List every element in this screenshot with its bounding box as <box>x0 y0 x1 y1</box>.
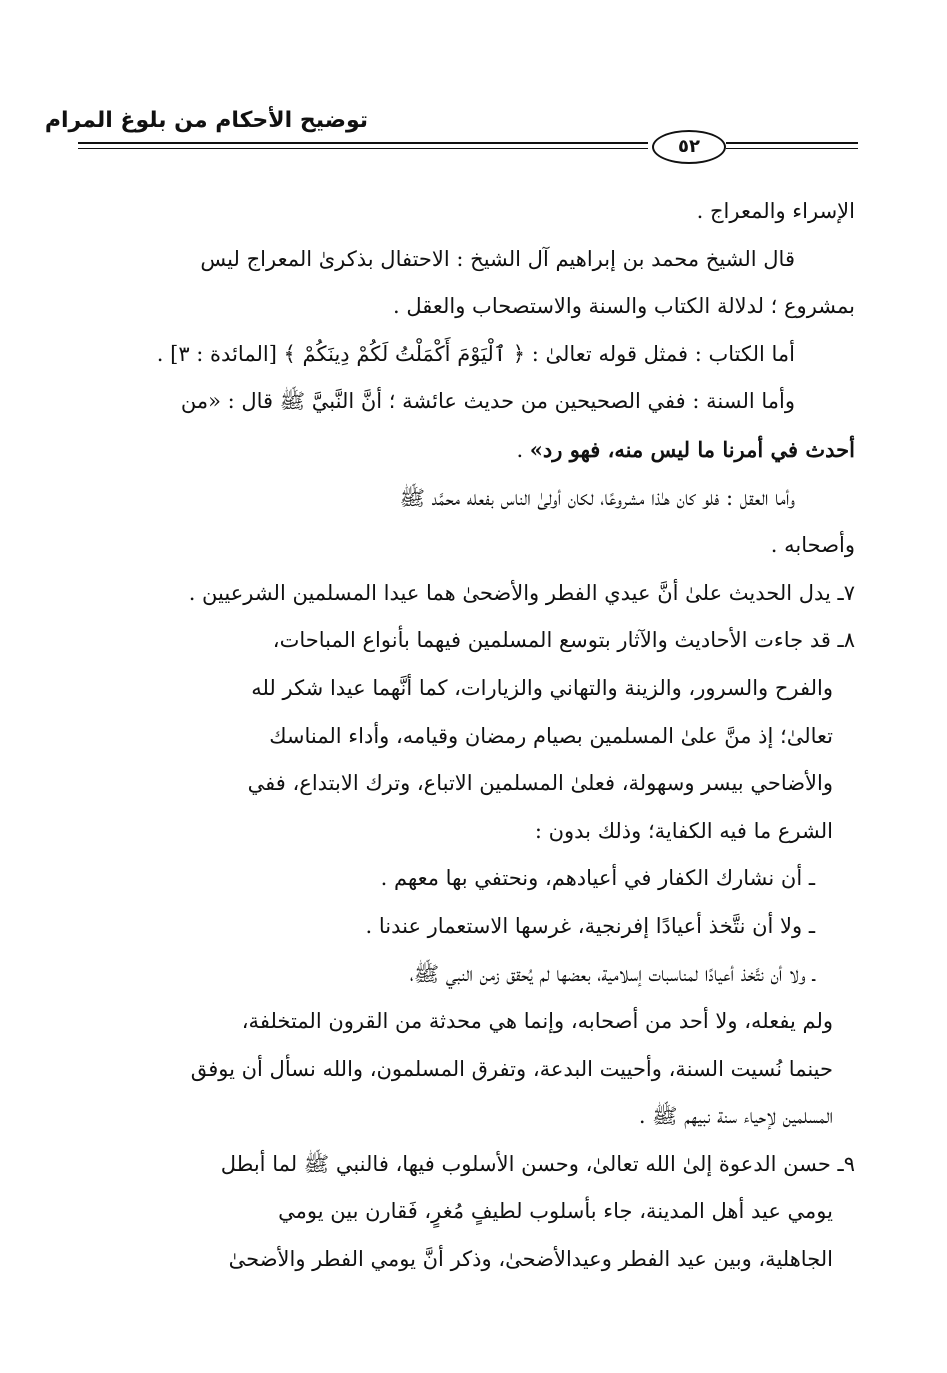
text-line: الإسراء والمعراج . <box>696 199 855 223</box>
header-rule-right <box>726 142 858 144</box>
text-line: والفرح والسرور، والزينة والتهاني والزيارات، كما أنَّهما عيدا شكر لله <box>251 675 833 700</box>
text-line: المسلمين لإحياء سنة نبيهم ﷺ . <box>638 1104 833 1129</box>
text-line: بمشروع ؛ لدلالة الكتاب والسنة والاستصحاب والعقل . <box>393 294 855 319</box>
text-line: الجاهلية، وبين عيد الفطر وعيدالأضحىٰ، وذكر أنَّ يومي الفطر والأضحىٰ <box>228 1247 833 1272</box>
text-line: تعالىٰ؛ إذ منَّ علىٰ المسلمين بصيام رمضان وقيامه، وأداء المناسك <box>269 723 833 748</box>
text-line: وأصحابه . <box>770 533 855 558</box>
book-title: توضيح الأحكام من بلوغ المرام <box>44 108 368 133</box>
text-line: حينما نُسيت السنة، وأحييت البدعة، وتفرق المسلمون، والله نسأل أن يوفق <box>190 1056 833 1081</box>
text-fragment: . <box>516 437 530 462</box>
text-line: الشرع ما فيه الكفاية؛ وذلك بدون : <box>534 818 833 843</box>
text-line: وأما العقل : فلو كان هـٰذا مشروعًا، لكان أولىٰ الناس بفعله محمَّد ﷺ <box>399 485 795 510</box>
text-line: ولم يفعله، ولا أحد من أصحابه، وإنما هي محدثة من القرون المتخلفة، <box>241 1009 833 1034</box>
sub-item: ـ أن نشارك الكفار في أعيادهم، ونحتفي بها معهم . <box>380 866 815 891</box>
header-rule <box>78 142 648 144</box>
text-line: يومي عيد أهل المدينة، جاء بأسلوب لطيفٍ مُغرٍ، فَقارن بين يومي <box>278 1199 833 1224</box>
list-item-9: ٩ـ حسن الدعوة إلىٰ الله تعالىٰ، وحسن الأسلوب فيها، فالنبي ﷺ لما أبطل <box>220 1151 855 1176</box>
sub-item: ـ ولا أن نتَّخذ أعيادًا إفرنجية، غرسها الاستعمار عندنا . <box>365 913 815 938</box>
text-line: قال الشيخ محمد بن إبراهيم آل الشيخ : الاحتفال بذكرىٰ المعراج ليس <box>200 246 795 271</box>
text-line: أما الكتاب : فمثل قوله تعالىٰ : ﴿ ٱلْيَوْمَ أَكْمَلْتُ لَكُمْ دِينَكُمْ ﴾ [المائدة : ٣] . <box>156 341 795 366</box>
list-item-7: ٧ـ يدل الحديث علىٰ أنَّ عيدي الفطر والأضحىٰ هما عيدا المسلمين الشرعيين . <box>188 580 855 605</box>
page-header <box>44 108 858 168</box>
header-rule-thin <box>78 148 648 149</box>
hadith-quote: أحدث في أمرنا ما ليس منه، فهو رد» <box>529 436 855 462</box>
sub-item: ـ ولا أن نتَّخذ أعيادًا لمناسبات إسلامية، بعضها لم يُحقق زمن النبي ﷺ، <box>409 961 815 986</box>
page-number: ٥٢ <box>652 130 726 164</box>
text-line: والأضاحي بيسر وسهولة، فعلىٰ المسلمين الاتباع، وترك الابتداع، ففي <box>247 771 833 796</box>
text-line: وأما السنة : ففي الصحيحين من حديث عائشة ؛ أنَّ النَّبيَّ ﷺ قال : «من <box>180 389 795 414</box>
text-line <box>80 426 855 475</box>
list-item-8: ٨ـ قد جاءت الأحاديث والآثار بتوسع المسلمين فيهما بأنواع المباحات، <box>272 628 855 653</box>
page-body <box>80 188 855 1284</box>
header-rule-right-thin <box>726 148 858 149</box>
